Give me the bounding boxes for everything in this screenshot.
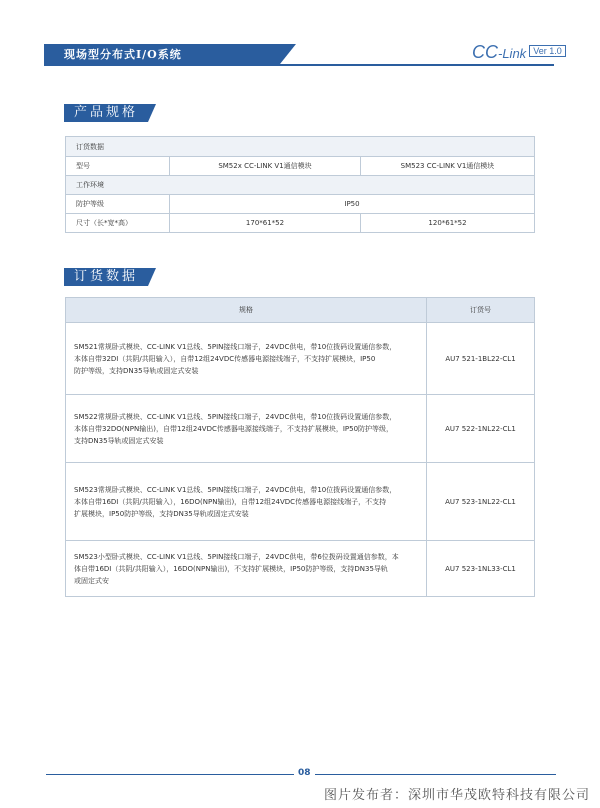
- row-code: AU7 523-1NL33-CL1: [427, 541, 535, 597]
- row-spec: [66, 323, 427, 395]
- spec-line: 本体自带16DI（共阴/共阳输入），16DO(NPN输出)，自带12组24VDC传感器电源接线端子，不支持: [74, 497, 387, 506]
- env-group: 工作环境: [66, 176, 535, 195]
- spec-line: 体自带16DI（共阴/共阳输入），16DO(NPN输出)，不支持扩展模块，IP50防护等级，支持DN35导轨: [74, 564, 388, 573]
- header-rule: [44, 64, 554, 66]
- size-b: 120*61*52: [361, 214, 535, 233]
- row-spec: [66, 463, 427, 541]
- spec-line: SM521常规卧式模块、CC-LINK V1总线、5PIN接线口端子，24VDC供电，带10位拨码设置通信参数，: [74, 342, 397, 351]
- spec-line: 或固定式安: [74, 576, 109, 585]
- logo-version: Ver 1.0: [529, 45, 566, 57]
- spec-table: [65, 136, 535, 233]
- spec-line: SM522常规卧式模块、CC-LINK V1总线、5PIN接线口端子，24VDC供电，带10位拨码设置通信参数，: [74, 412, 397, 421]
- table-row: [66, 323, 535, 395]
- row-spec: [66, 541, 427, 597]
- spec-heading: 产品规格: [64, 104, 148, 122]
- spec-line: SM523常规卧式模块、CC-LINK V1总线、5PIN接线口端子，24VDC供电，带10位拨码设置通信参数，: [74, 485, 397, 494]
- spec-line: 扩展模块，IP50防护等级，支持DN35导轨或固定式安装: [74, 509, 249, 518]
- table-row: [66, 395, 535, 463]
- model-label: 型号: [66, 157, 170, 176]
- document-title: 现场型分布式I/O系统: [64, 48, 182, 61]
- row-spec: [66, 395, 427, 463]
- col-spec-header: 规格: [66, 298, 427, 323]
- spec-line: 本体自带32DI（共阴/共阳输入），自带12组24VDC传感器电源接线端子，不支持扩展模块，IP50: [74, 354, 376, 363]
- logo-cc: CC: [472, 42, 498, 62]
- row-code: AU7 521-1BL22-CL1: [427, 323, 535, 395]
- col-code-header: 订货号: [427, 298, 535, 323]
- order-heading: 订货数据: [64, 268, 148, 286]
- spec-line: 防护等级，支持DN35导轨或固定式安装: [74, 366, 199, 375]
- protection-label: 防护等级: [66, 195, 170, 214]
- row-code: AU7 523-1NL22-CL1: [427, 463, 535, 541]
- publisher-credit: 图片发布者：深圳市华茂欧特科技有限公司: [323, 788, 590, 803]
- size-label: 尺寸（长*宽*高）: [66, 214, 170, 233]
- spec-line: 支持DN35导轨或固定式安装: [74, 436, 164, 445]
- table-row: [66, 541, 535, 597]
- size-a: 170*61*52: [170, 214, 361, 233]
- row-code: AU7 522-1NL22-CL1: [427, 395, 535, 463]
- order-data-group: 订货数据: [66, 137, 535, 157]
- table-row: [66, 463, 535, 541]
- cc-link-logo: [472, 42, 566, 63]
- spec-line: 本体自带32DO(NPN输出)，自带12组24VDC传感器电源接线端子，不支持扩展模块，IP50防护等级，: [74, 424, 394, 433]
- logo-link: -Link: [498, 46, 527, 61]
- page-number: 08: [294, 768, 315, 778]
- model-a: SM52x CC-LINK V1通信模块: [170, 157, 361, 176]
- header-band-tip: [280, 44, 296, 64]
- protection-value: IP50: [170, 195, 535, 214]
- spec-line: SM523小型卧式模块、CC-LINK V1总线、5PIN接线口端子，24VDC供电，带6位拨码设置通信参数，本: [74, 552, 399, 561]
- model-b: SM523 CC-LINK V1通信模块: [361, 157, 535, 176]
- order-table: [65, 297, 535, 597]
